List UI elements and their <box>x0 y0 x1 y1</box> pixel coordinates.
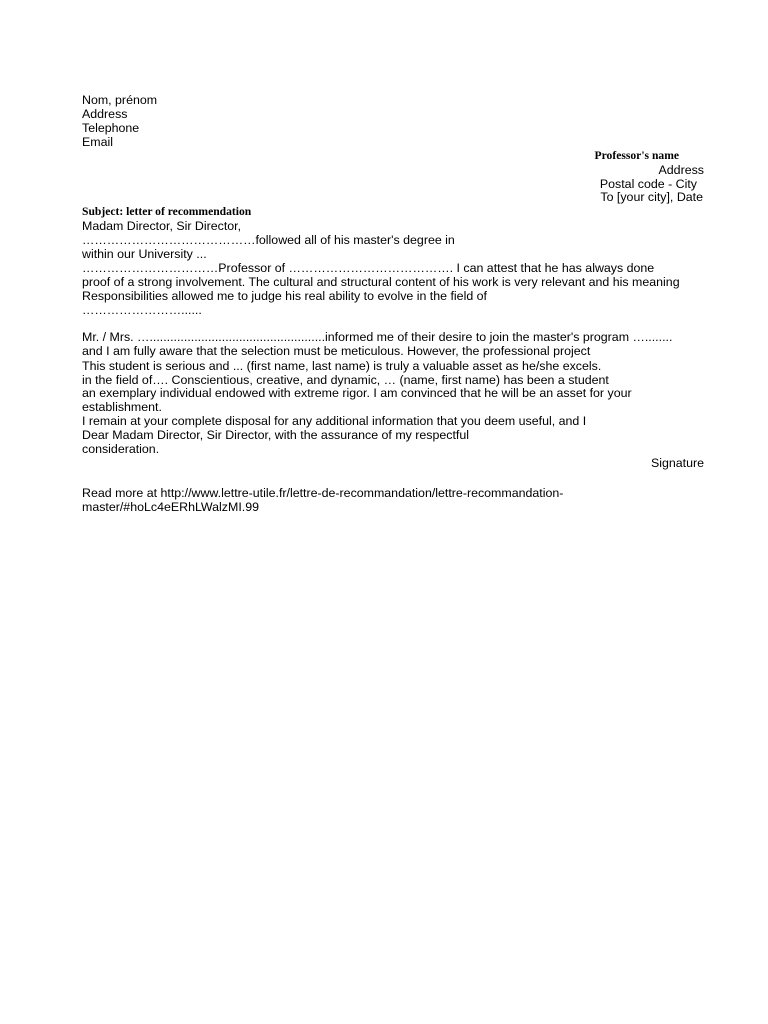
body-line: establishment. <box>82 400 162 414</box>
salutation: Madam Director, Sir Director, <box>82 219 242 233</box>
sender-telephone: Telephone <box>82 121 140 135</box>
body-line: within our University ... <box>82 247 207 261</box>
letter-subject: Subject: letter of recommendation <box>82 205 252 218</box>
body-line: Responsibilities allowed me to judge his real ability to evolve in the field of <box>82 289 487 303</box>
body-line: an exemplary individual endowed with extreme rigor. I am convinced that he will be an asset for your <box>82 386 632 400</box>
recipient-name: Professor's name <box>594 149 679 162</box>
body-line: This student is serious and ... (first name, last name) is truly a valuable asset as he/she excels. <box>82 359 602 373</box>
body-line: ……………………………………followed all of his master's degree in <box>82 233 455 247</box>
sender-address: Address <box>82 107 128 121</box>
body-line: Mr. / Mrs. …...................................................informed me of their desire to join the master's program …........ <box>82 330 673 344</box>
recipient-place-date: To [your city], Date <box>600 190 703 204</box>
body-line: proof of a strong involvement. The cultural and structural content of his work is very relevant and his meaning <box>82 275 680 289</box>
body-line: Dear Madam Director, Sir Director, with the assurance of my respectful <box>82 428 470 442</box>
body-line: ……………………………Professor of …………………………………. I can attest that he has always done <box>82 261 655 275</box>
body-line: consideration. <box>82 442 160 456</box>
body-line: I remain at your complete disposal for any additional information that you deem useful, and I <box>82 414 587 428</box>
body-line: ……………………...... <box>82 303 202 317</box>
body-line: and I am fully aware that the selection must be meticulous. However, the professional project <box>82 344 591 358</box>
read-more-line: Read more at http://www.lettre-utile.fr/lettre-de-recommandation/lettre-recommandation- <box>82 486 564 500</box>
read-more-line: master/#hoLc4eERhLWalzMI.99 <box>82 500 259 514</box>
signature: Signature <box>650 456 704 470</box>
body-line: in the field of…. Conscientious, creative, and dynamic, … (name, first name) has been a student <box>82 373 609 387</box>
recipient-postal-city: Postal code - City <box>599 177 697 191</box>
sender-email: Email <box>82 135 113 149</box>
recipient-address: Address <box>658 163 704 177</box>
sender-name: Nom, prénom <box>82 93 158 107</box>
